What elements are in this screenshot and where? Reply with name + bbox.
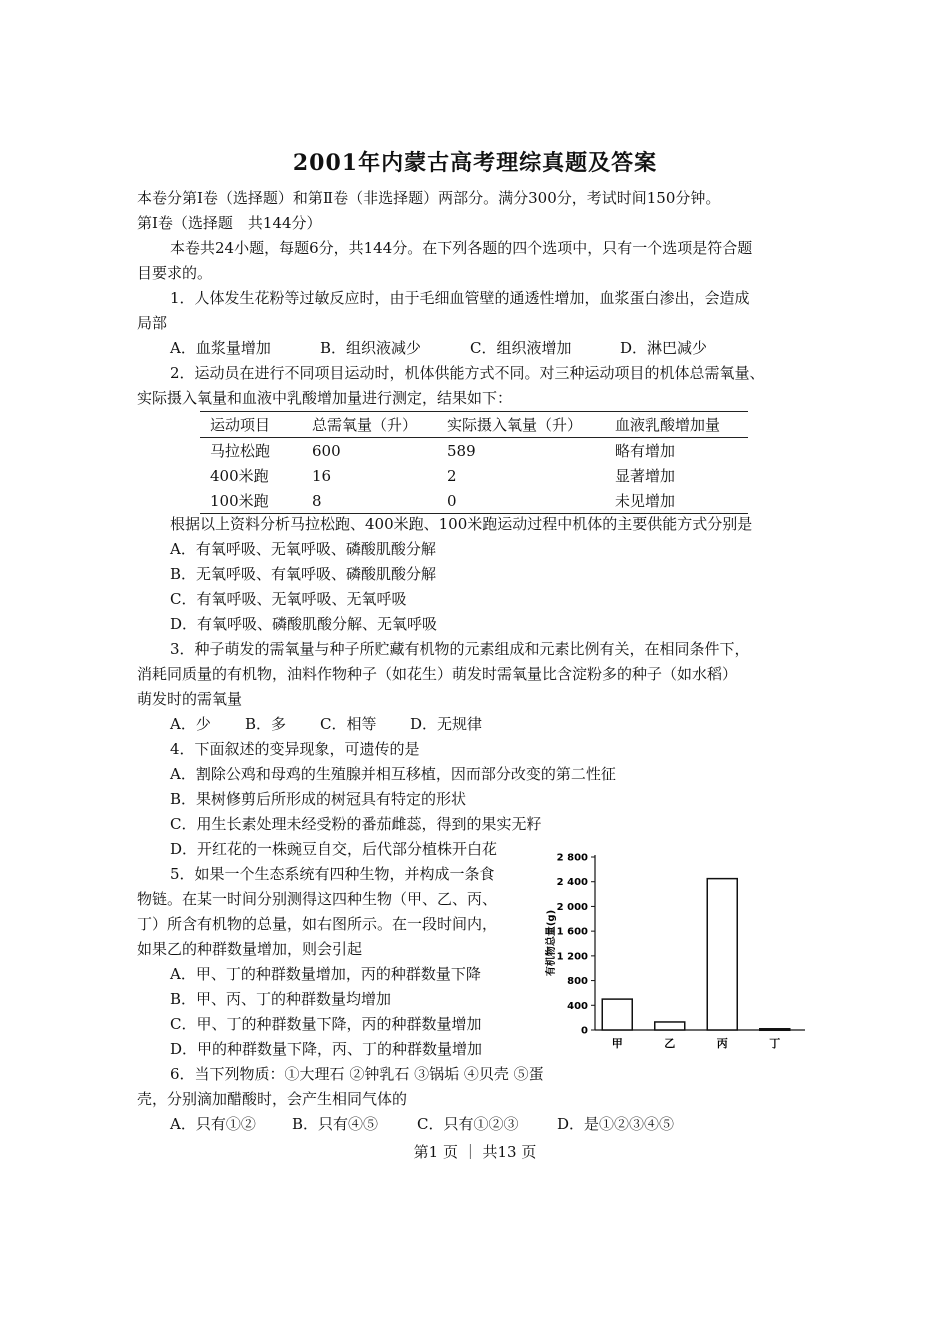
- q5-option-b: B．甲、丙、丁的种群数量均增加: [170, 990, 392, 1008]
- page-footer: 第1 页 ｜ 共13 页: [413, 1143, 537, 1161]
- y-axis-label: 有机物总量(g): [546, 909, 557, 977]
- table-header-row: [200, 412, 748, 438]
- y-tick-label: 2 800: [556, 852, 588, 864]
- y-tick-label: 400: [567, 1000, 588, 1012]
- q2-option-d: D．有氧呼吸、磷酸肌酸分解、无氧呼吸: [170, 615, 438, 633]
- bar-3: [760, 1029, 790, 1031]
- exam-intro: 本卷分第Ⅰ卷（选择题）和第Ⅱ卷（非选择题）两部分。满分300分，考试时间150分钟。: [137, 189, 721, 207]
- q3-stem-line1: 3．种子萌发的需氧量与种子所贮藏有机物的元素组成和元素比例有关，在相同条件下，: [170, 640, 750, 658]
- q6-options: [170, 1114, 674, 1134]
- instructions-line1: 本卷共24小题，每题6分，共144分。在下列各题的四个选项中，只有一个选项是符合题: [170, 239, 753, 257]
- q5-stem-line3: 丁）所含有机物的总量，如右图所示。在一段时间内，: [137, 915, 498, 933]
- q3-stem-line3: 萌发时的需氧量: [137, 690, 243, 708]
- q6-stem-line2: 壳，分别滴加醋酸时，会产生相同气体的: [137, 1090, 408, 1108]
- table-cell: 589: [447, 441, 476, 460]
- table-cell: 马拉松跑: [210, 442, 271, 460]
- q2-data-table: [200, 411, 748, 514]
- y-tick-label: 2 400: [556, 877, 588, 889]
- x-category-label: 丙: [716, 1037, 728, 1050]
- q2-option-b: B．无氧呼吸、有氧呼吸、磷酸肌酸分解: [170, 565, 437, 583]
- q5-stem-line2: 物链。在某一时间分别测得这四种生物（甲、乙、丙、: [137, 890, 498, 908]
- q5-option-c: C．甲、丁的种群数量下降，丙的种群数量增加: [170, 1015, 482, 1033]
- bars: [602, 879, 790, 1031]
- table-header: 总需氧量（升）: [312, 416, 418, 434]
- q3-options: [170, 714, 482, 734]
- table-cell: 0: [447, 491, 457, 510]
- table-cell: 8: [312, 491, 322, 510]
- table-header: 实际摄入氧量（升）: [447, 416, 583, 434]
- q6-option-c: C．只有①②③: [417, 1115, 519, 1133]
- y-tick-label: 0: [581, 1025, 588, 1037]
- q6-stem-line1: 6．当下列物质：①大理石 ②钟乳石 ③锅垢 ④贝壳 ⑤蛋: [170, 1065, 544, 1083]
- q1-option-d: D．淋巴减少: [620, 339, 708, 357]
- bar-1: [655, 1022, 685, 1030]
- table-cell: 显著增加: [615, 467, 676, 485]
- q2-stem-line2: 实际摄入氧量和血液中乳酸增加量进行测定，结果如下：: [137, 389, 513, 407]
- table-row: [200, 463, 748, 488]
- table-cell: 100米跑: [210, 492, 269, 510]
- table-cell: 2: [447, 466, 457, 485]
- q1-option-a: A．血浆量增加: [170, 339, 271, 357]
- y-tick-label: 1 600: [556, 926, 588, 938]
- q1-option-c: C．组织液增加: [470, 339, 572, 357]
- q3-option-b: B．多: [245, 715, 287, 733]
- q1-options: [170, 338, 707, 358]
- bar-0: [602, 999, 632, 1030]
- table-cell: 略有增加: [615, 442, 676, 460]
- q6-option-d: D．是①②③④⑤: [557, 1115, 675, 1133]
- q5-stem-line4: 如果乙的种群数量增加，则会引起: [137, 940, 363, 958]
- table-cell: 400米跑: [210, 467, 269, 485]
- q5-option-d: D．甲的种群数量下降，丙、丁的种群数量增加: [170, 1040, 483, 1058]
- y-tick-label: 800: [567, 976, 588, 988]
- q6-option-b: B．只有④⑤: [292, 1115, 379, 1133]
- q3-option-a: A．少: [170, 715, 211, 733]
- y-tick-label: 2 000: [556, 901, 588, 913]
- q5-stem-line1: 5．如果一个生态系统有四种生物，并构成一条食: [170, 865, 495, 883]
- q1-stem-line2: 局部: [137, 314, 168, 332]
- part1-heading: 第Ⅰ卷（选择题 共144分）: [137, 214, 322, 232]
- q3-stem-line2: 消耗同质量的有机物，油料作物种子（如花生）萌发时需氧量比含淀粉多的种子（如水稻）: [137, 665, 738, 683]
- x-category-label: 丁: [769, 1037, 781, 1050]
- q5-option-a: A．甲、丁的种群数量增加，丙的种群数量下降: [170, 965, 481, 983]
- q4-option-c: C．用生长素处理未经受粉的番茄雌蕊，得到的果实无籽: [170, 815, 542, 833]
- y-ticks: [557, 853, 595, 1037]
- organic-matter-bar-chart: [540, 845, 820, 1055]
- q4-option-d: D．开红花的一株豌豆自交，后代部分植株开白花: [170, 840, 498, 858]
- table-cell: 未见增加: [615, 492, 676, 510]
- table-header: 血液乳酸增加量: [615, 416, 721, 434]
- instructions-line2: 目要求的。: [137, 264, 213, 282]
- x-category-label: 甲: [611, 1037, 623, 1050]
- q1-option-b: B．组织液减少: [320, 339, 422, 357]
- q4-stem: 4．下面叙述的变异现象，可遗传的是: [170, 740, 420, 758]
- q1-stem-line1: 1．人体发生花粉等过敏反应时，由于毛细血管壁的通透性增加，血浆蛋白渗出，会造成: [170, 289, 750, 307]
- q2-question: 根据以上资料分析马拉松跑、400米跑、100米跑运动过程中机体的主要供能方式分别是: [170, 515, 753, 533]
- table-row: [200, 438, 748, 464]
- x-category-label: 乙: [664, 1037, 676, 1050]
- table-row: [200, 488, 748, 514]
- q2-option-c: C．有氧呼吸、无氧呼吸、无氧呼吸: [170, 590, 407, 608]
- q3-option-c: C．相等: [320, 715, 377, 733]
- table-cell: 16: [312, 466, 332, 485]
- page-title: 2001年内蒙古高考理综真题及答案: [292, 150, 658, 176]
- y-tick-label: 1 200: [556, 951, 588, 963]
- q2-option-a: A．有氧呼吸、无氧呼吸、磷酸肌酸分解: [170, 540, 436, 558]
- q6-option-a: A．只有①②: [170, 1115, 256, 1133]
- q2-stem-line1: 2．运动员在进行不同项目运动时，机体供能方式不同。对三种运动项目的机体总需氧量、: [170, 364, 765, 382]
- table-header: 运动项目: [210, 416, 271, 434]
- x-labels: [612, 1036, 781, 1050]
- q4-option-a: A．割除公鸡和母鸡的生殖腺并相互移植，因而部分改变的第二性征: [170, 765, 616, 783]
- bar-2: [707, 879, 737, 1030]
- table-cell: 600: [312, 441, 341, 460]
- q3-option-d: D．无规律: [410, 715, 483, 733]
- q4-option-b: B．果树修剪后所形成的树冠具有特定的形状: [170, 790, 467, 808]
